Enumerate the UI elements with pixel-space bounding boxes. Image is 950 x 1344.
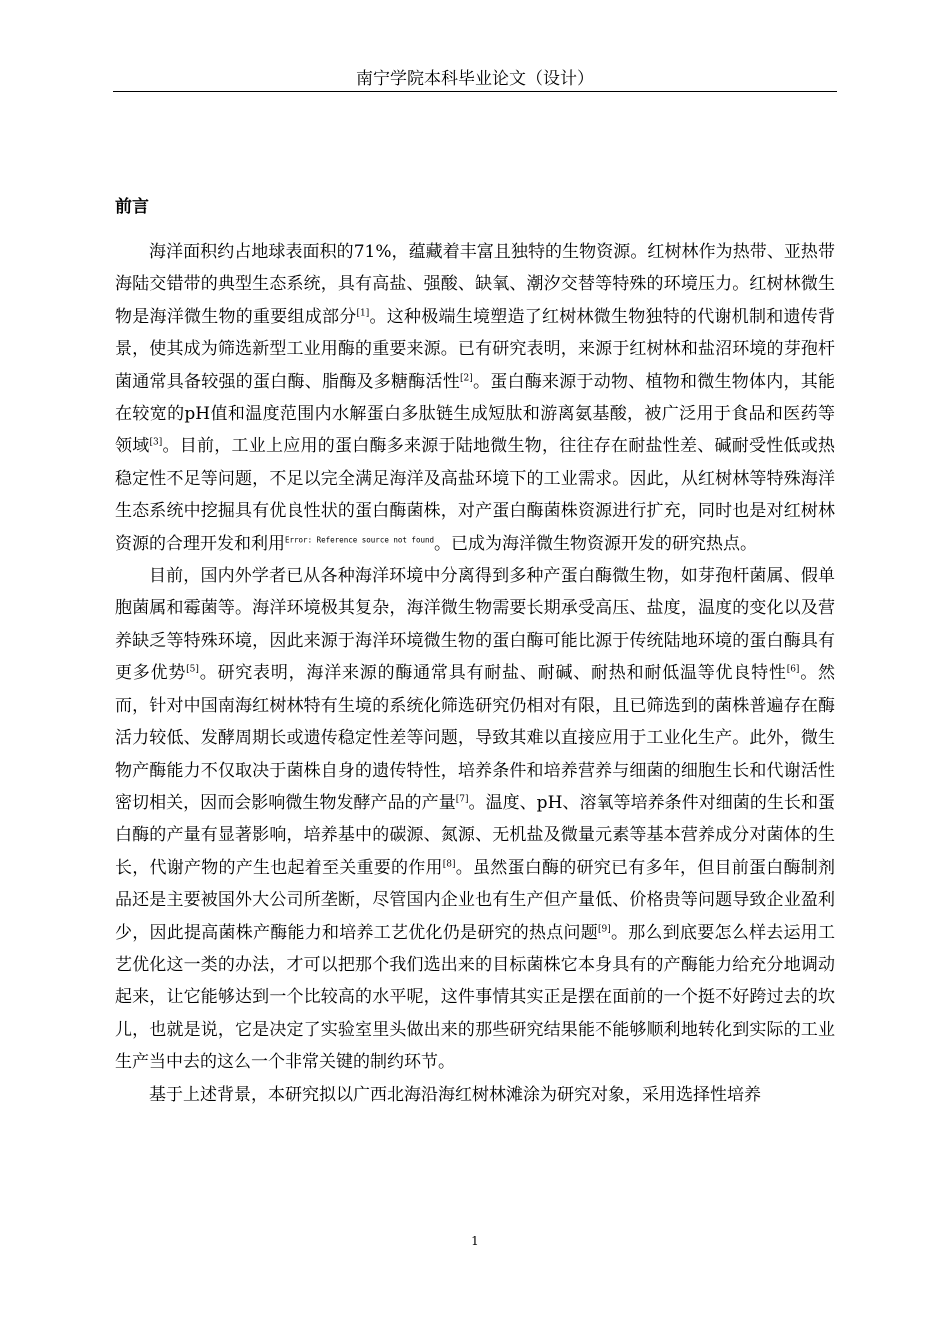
paragraph-text: 基于上述背景，本研究拟以广西北海沿海红树林滩涂为研究对象，采用选择性培养 <box>149 1084 761 1105</box>
paragraph-text: 海洋面积约占地球表面积的71%，蕴藏着丰富且独特的生物资源。红树林作为热带、亚热带海陆交错带的典型生态系统，具有高盐、强酸、缺氧、潮汐交替等特殊的环境压力。红树林微生物是海洋微生物的重要组成部分 <box>115 242 835 327</box>
body-paragraph <box>115 560 835 1079</box>
section-heading: 前言 <box>115 197 149 217</box>
body-paragraph <box>115 236 835 560</box>
body-paragraph <box>115 1079 835 1111</box>
citation-marker: [6] <box>786 664 800 675</box>
reference-error-marker: Error: Reference source not found <box>285 535 435 544</box>
citation-marker: [5] <box>186 664 199 675</box>
paragraph-text: 。虽然蛋白酶的研究已有多年，但目前蛋白酶制剂品还是主要被国外大公司所垄断，尽管国内企业也有生产但产量低、价格贵等问题导致企业盈利少，因此提高菌株产酶能力和培养工艺优化仍是研究的热点问题 <box>115 857 835 943</box>
paragraph-text: 。蛋白酶来源于动物、植物和微生物体内，其能在较宽的pH值和温度范围内水解蛋白多肽链生成短肽和游离氨基酸，被广泛用于食品和医药等领域 <box>115 371 835 457</box>
body-text <box>115 236 835 1111</box>
paragraph-text: 目前，国内外学者已从各种海洋环境中分离得到多种产蛋白酶微生物，如芽孢杆菌属、假单胞菌属和霉菌等。海洋环境极其复杂，海洋微生物需要长期承受高压、盐度，温度的变化以及营养缺乏等特殊环境，因此来源于海洋环境微生物的蛋白酶可能比源于传统陆地环境的蛋白酶具有更多优势 <box>115 566 835 684</box>
paragraph-text: 。目前，工业上应用的蛋白酶多来源于陆地微生物，往往存在耐盐性差、碱耐受性低或热稳定性不足等问题，不足以完全满足海洋及高盐环境下的工业需求。因此，从红树林等特殊海洋生态系统中挖掘具有优良性状的蛋白酶菌株，对产蛋白酶菌株资源进行扩充，同时也是对红树林资源的合理开发和利用 <box>115 436 835 554</box>
running-header: 南宁学院本科毕业论文（设计） <box>356 69 594 89</box>
citation-marker: [8] <box>442 859 456 870</box>
citation-marker: [3] <box>149 437 163 448</box>
paragraph-text: 。已成为海洋微生物资源开发的研究热点。 <box>434 533 758 554</box>
paragraph-text: 。研究表明，海洋来源的酶通常具有耐盐、耐碱、耐热和耐低温等优良特性 <box>198 663 787 684</box>
paragraph-text: 。这种极端生境塑造了红树林微生物独特的代谢机制和遗传背景，使其成为筛选新型工业用酶的重要来源。已有研究表明，来源于红树林和盐沼环境的芽孢杆菌通常具备较强的蛋白酶、脂酶及多糖酶活性 <box>115 306 835 392</box>
citation-marker: [9] <box>598 923 611 934</box>
citation-marker: [1] <box>356 308 370 319</box>
citation-marker: [2] <box>460 372 473 383</box>
page-number: 1 <box>471 1234 479 1248</box>
citation-marker: [7] <box>455 794 469 805</box>
paragraph-text: 。然而，针对中国南海红树林特有生境的系统化筛选研究仍相对有限，且已筛选到的菌株普遍存在酶活力较低、发酵周期长或遗传稳定性差等问题，导致其难以直接应用于工业化生产。此外，微生物产酶能力不仅取决于菌株自身的遗传特性，培养条件和培养营养与细菌的细胞生长和代谢活性密切相关，因而会影响微生物发酵产品的产量 <box>115 663 836 813</box>
paragraph-text: 。那么到底要怎么样去运用工艺优化这一类的办法，才可以把那个我们选出来的目标菌株它本身具有的产酶能力给充分地调动起来，让它能够达到一个比较高的水平呢，这件事情其实正是摆在面前的一个挺不好跨过去的坎儿，也就是说，它是决定了实验室里头做出来的那些研究结果能不能够顺利地转化到实际的工业生产当中去的这么一个非常关键的制约环节。 <box>115 922 835 1073</box>
paragraph-text: 。温度、pH、溶氧等培养条件对细菌的生长和蛋白酶的产量有显著影响，培养基中的碳源、氮源、无机盐及微量元素等基本营养成分对菌体的生长，代谢产物的产生也起着至关重要的作用 <box>115 792 835 878</box>
header-divider <box>113 91 837 92</box>
